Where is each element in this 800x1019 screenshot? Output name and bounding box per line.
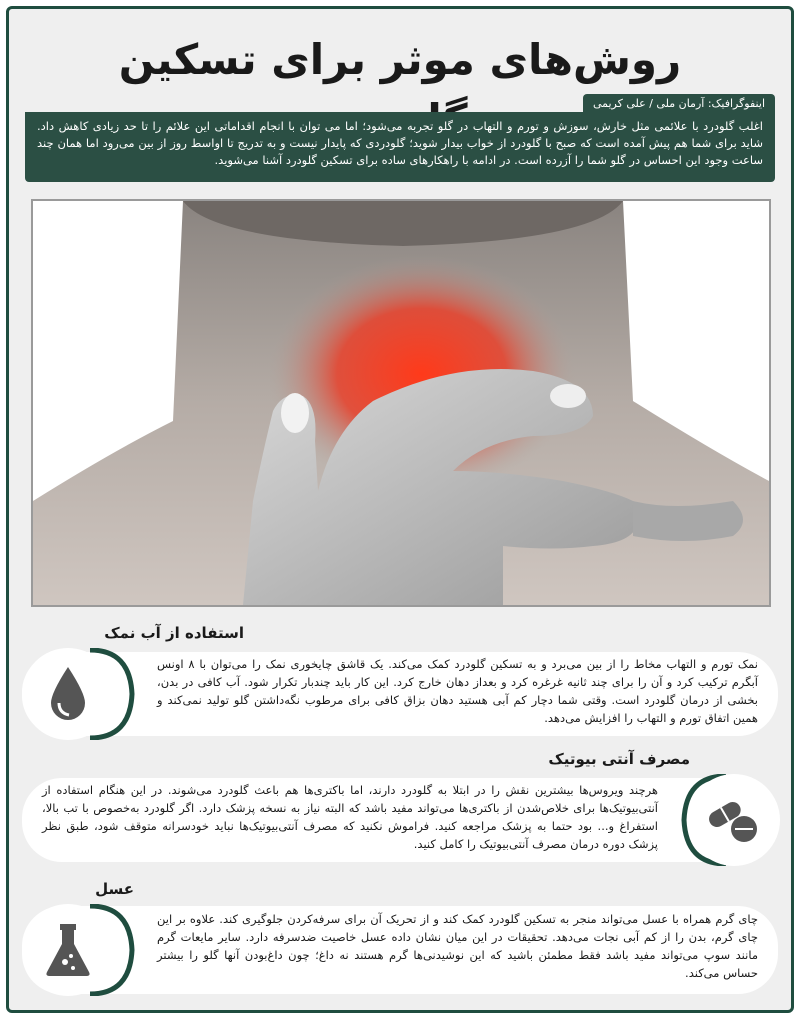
section-icon-salt-water: [22, 648, 114, 740]
section-icon-antibiotic: [688, 774, 780, 866]
section-card-antibiotic: [22, 778, 778, 862]
flask-icon: [43, 922, 93, 978]
credit-label: اینفوگرافیک: آرمان ملی / علی کریمی: [583, 94, 775, 114]
section-text-salt-water: نمک تورم و التهاب مخاط را از بین می‌برد و به تسکین گلودرد کمک می‌کند. یک قاشق چایخوری نمک را می‌توان با ۸ اونس آبگرم ترکیب کرد و آن را برای چند ثانیه غرغره کرد و بعداز دهان خارج کرد. این کار باید چندبار تکرار شود. آب کافی در بدن، بخشی از درمان گلودرد است. وقتی شما دچار کم آبی هستید دهان بزاق کافی برای مرطوب نگه‌داشتن گلو تولید نمی‌کند و همین اتفاق تورم و التهاب را افزایش می‌دهد.: [157, 657, 758, 725]
section-title-salt-water: استفاده از آب نمک: [104, 624, 244, 642]
section-title-antibiotic: مصرف آنتی بیوتیک: [548, 750, 690, 768]
page-title: روش‌های موثر برای تسکین: [118, 35, 682, 84]
section-text-honey: چای گرم همراه با عسل می‌تواند منجر به تسکین گلودرد کمک کند و از تحریک آن برای سرفه‌کردن جلوگیری کند. علاوه بر این چای گرم، بدن را از کم آبی نجات می‌دهد. تحقیقات در این میان نشان داده عسل خاصیت ضدسرفه دارد. سایر مایعات گرم مانند سوپ می‌تواند مفید باشد فقط مطمئن باشید که این نوشیدنی‌ها گرم هستند نه داغ؛ چون داغ‌بودن آنها گلو را بیشتر حساس می‌کند.: [157, 912, 758, 980]
intro-paragraph: اغلب گلودرد با علائمی مثل خارش، سوزش و تورم و التهاب در گلو تجربه می‌شود؛ اما می توان با انجام اقداماتی این علائم را تا حد زیادی کاهش داد. شاید برای شما هم پیش آمده است که صبح با گلودرد از خواب بیدار شوید؛ گلودردی که پایدار نیست و به تدریج تا اواسط روز از بین می‌رود اما همان چند ساعت وجود این احساس در گلو شما را آزرده است. در ادامه با راهکارهای ساده برای تسکین گلودرد آشنا می‌شوید.: [25, 112, 775, 182]
pills-icon: [706, 795, 762, 845]
section-title-honey: عسل: [95, 880, 134, 898]
section-icon-honey: [22, 904, 114, 996]
section-text-antibiotic: هرچند ویروس‌ها بیشترین نقش را در ابتلا به گلودرد دارند، اما باکتری‌ها هم باعث گلودرد می‌شوند. در این هنگام استفاده از آنتی‌بیوتیک‌ها برای خلاص‌شدن از باکتری‌ها می‌تواند مفید باشد که البته نیاز به نسخه پزشک دارد. اگر گلودرد به‌خصوص با تب بالا، استفراغ و... بود حتما به پزشک مراجعه کنید. فراموش نکنید که مصرف آنتی‌بیوتیک‌ها نباید خودسرانه متوقف شود، طبق نظر پزشک دوره درمان مصرف آنتی‌بیوتیک را کامل کنید.: [42, 783, 658, 851]
throat-photo: [31, 199, 771, 607]
water-drop-icon: [45, 665, 91, 723]
